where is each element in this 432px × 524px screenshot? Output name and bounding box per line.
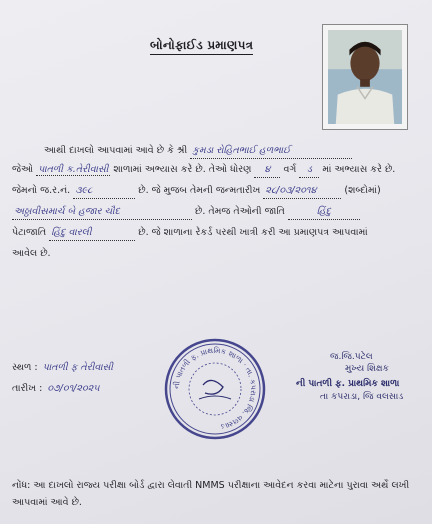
- svg-text:ની પાતળી ફ. પ્રાથમિક શાળા · તા: [172, 346, 258, 432]
- school-stamp-line: ની પાતળી ફ. પ્રાથમિક શાળા: [296, 379, 400, 389]
- caste-field: હિંદુ: [288, 205, 360, 220]
- signatory-designation: મુખ્ય શિક્ષક: [345, 364, 389, 374]
- body-line-2: જેઓ પાતળી ક.તેરીવાસી શાળામાં અભ્યાસ કરે છે. તેઓ ધોરણ ૪ વર્ગ ડ માં અભ્યાસ કરે છે.: [12, 163, 395, 178]
- signature: જ.જિ.પટેલ: [330, 352, 373, 362]
- place-label: સ્થળ :: [12, 362, 38, 373]
- student-name-field: કુમડા રોહિતભાઈ હળભાઈ: [190, 144, 352, 159]
- body-line-4: અઠ્ઠાવીસમાર્ચ બે હજાર ચૌદ છે. તેમજ તેઓની જાતિ હિંદુ: [12, 205, 360, 220]
- date-row: [12, 382, 102, 396]
- place-value: પાતળી ફ તેરીવાસી: [42, 362, 113, 373]
- school-address-line: તા કપરાડા, જિ વલસાડ: [320, 392, 404, 402]
- standard-field: ૪: [254, 163, 280, 178]
- footnote: નોંધ: આ દાખલો રાજ્ય પરીક્ષા બોર્ડ દ્વારા લેવાતી NMMS પરીક્ષાના આવેદન કરવા માટેના પુરાવા અર્થે લખી આપવામાં આવે છે.: [12, 480, 410, 508]
- school-name-field: પાતળી ક.તેરીવાસી: [38, 164, 109, 175]
- body-line-3: જેમનો જ.ર.નં. ૩૯૮ છે. જે મુજબ તેમની જન્મતારીખ ૨૮/૦૩/૨૦૧૪ (શબ્દોમાં): [12, 184, 381, 199]
- body-line-5: પેટાજાતિ હિંદુ વારલી છે. જે શાળાના રેકર્ડ પરથી ખાત્રી કરી આ પ્રમાણપત્ર આપવામાં: [12, 226, 368, 241]
- class-field: ડ: [299, 163, 319, 178]
- certificate-title: બોનોફાઈડ પ્રમાણપત્ર: [150, 38, 253, 55]
- date-value: ૦૭/૦૧/૨૦૨૫: [47, 383, 100, 394]
- subcaste-field: હિંદુ વારલી: [49, 226, 135, 241]
- place-row: [12, 361, 115, 375]
- date-label: તારીખ :: [12, 383, 43, 394]
- school-seal: [163, 337, 267, 441]
- student-photo: [322, 24, 408, 130]
- seal-text: ની પાતળી ફ. પ્રાથમિક શાળા · તા. કપરાડા જિ. વલસાડ: [171, 345, 259, 432]
- body-line-1: આથી દાખલો આપવામાં આવે છે કે શ્રી કુમડા રોહિતભાઈ હળભાઈ: [44, 144, 352, 159]
- birth-date-field: ૨૮/૦૩/૨૦૧૪: [263, 184, 341, 199]
- gr-number-field: ૩૯૮: [73, 184, 135, 199]
- body-line-6: આવેલ છે.: [12, 248, 51, 259]
- birth-date-words-field: અઠ્ઠાવીસમાર્ચ બે હજાર ચૌદ: [12, 205, 192, 220]
